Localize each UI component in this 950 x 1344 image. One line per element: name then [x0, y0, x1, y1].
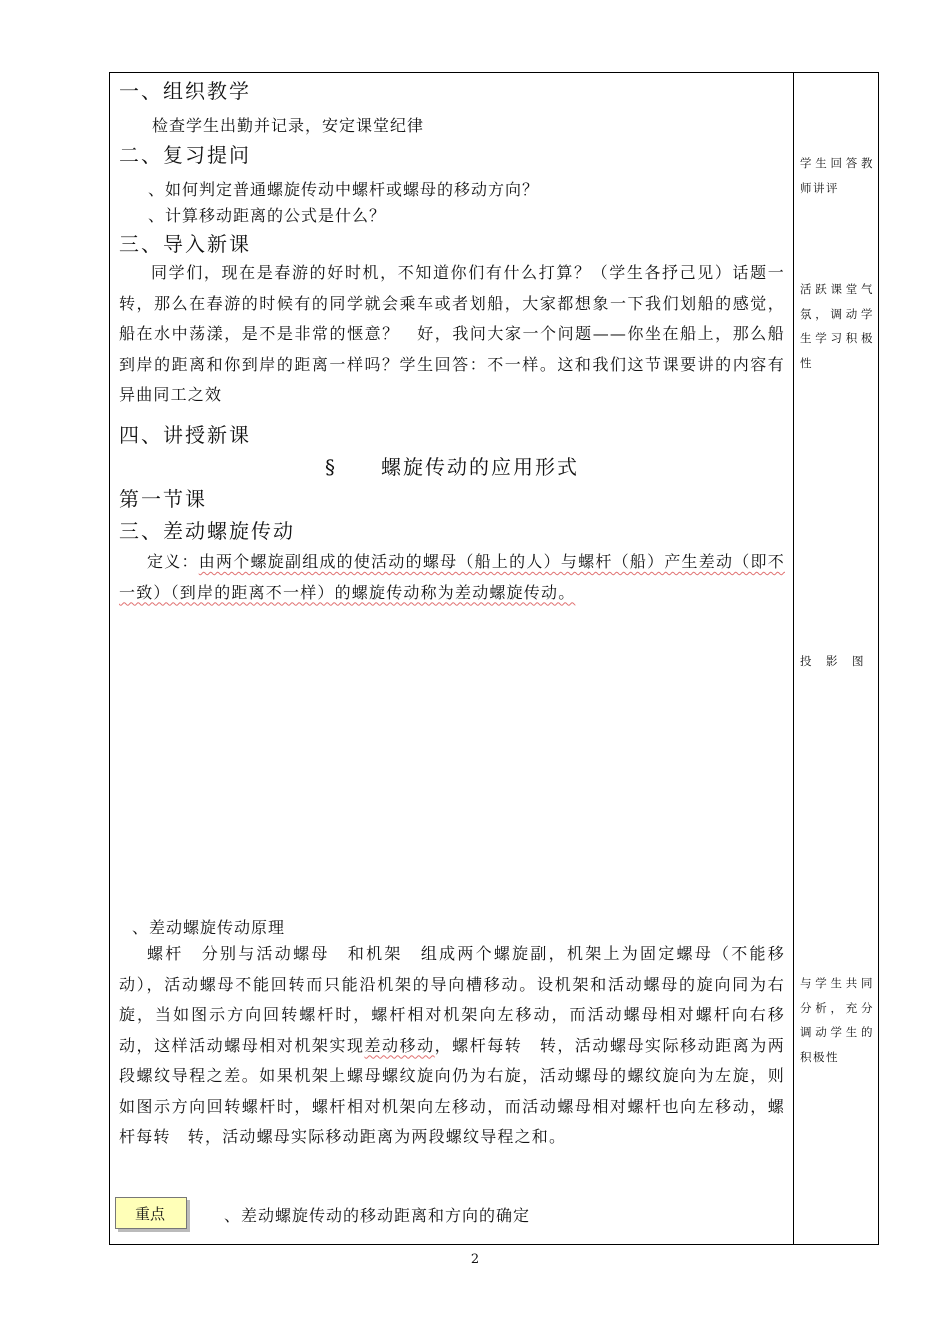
principle-paragraph	[119, 939, 785, 1153]
principle-text-1: 螺杆 分别与活动螺母 和机架 组成两个螺旋副，机架上为固定螺母（不能移动），活动螺母不能回转而只能沿机架的导向槽移动。设机架和活动螺母的旋向同为右旋，当如图示方向回转螺杆时，螺杆相对机架向左移动，而活动螺母相对螺杆向右移动，这样活动螺母相对机架实现	[119, 944, 785, 1055]
content-column	[110, 73, 793, 1244]
topic-title: 三、差动螺旋传动	[119, 519, 295, 543]
section-intro-title: 三、导入新课	[119, 232, 251, 256]
principle-text-2: ，螺杆每转 转，活动螺母实际移动距离为两段螺纹导程之差。如果机架上螺母螺纹旋向仍为右旋，活动螺母的螺纹旋向为左旋，则如图示方向回转螺杆时，螺杆相对机架向左移动，而活动螺母相对螺杆也向左移动，螺杆每转 转，活动螺母实际移动距离为两段螺纹导程之和。	[119, 1035, 785, 1146]
page-number: 2	[470, 1252, 480, 1267]
section-intro-body: 同学们，现在是春游的好时机，不知道你们有什么打算？（学生各抒己见）话题一转，那么在春游的时候有的同学就会乘车或者划船，大家都想象一下我们划船的感觉，船在水中荡漾，是不是非常的惬意？ 好，我问大家一个问题——你坐在船上，那么船到岸的距离和你到岸的距离一样吗？学生回答：不一样。这和我们这节课要讲的内容有异曲同工之效	[119, 263, 785, 404]
definition-paragraph	[119, 547, 785, 608]
key-point-badge: 重点	[115, 1197, 187, 1229]
note-student-answer: 学生回答教师讲评	[800, 156, 874, 195]
definition-text: 由两个螺旋副组成的使活动的螺母（船上的人）与螺杆（船）产生差动（即不一致）（到岸的距离不一样）的螺旋传动称为差动螺旋传动。	[119, 552, 785, 602]
review-question-1: 、如何判定普通螺旋传动中螺杆或螺母的移动方向？	[148, 180, 540, 199]
section-teach-title: 四、讲授新课	[119, 423, 251, 447]
review-question-2: 、计算移动距离的公式是什么？	[148, 206, 387, 225]
section-organize-body: 检查学生出勤并记录，安定课堂纪律	[152, 116, 425, 135]
notes-column	[794, 73, 878, 1244]
note-activate-class: 活跃课堂气氛，调动学生学习积极性	[800, 282, 874, 370]
note-projection: 投 影 图	[800, 654, 865, 668]
lesson-plan-table	[109, 72, 879, 1245]
key-point-topic: 、差动螺旋传动的移动距离和方向的确定	[224, 1206, 531, 1225]
section-organize-title: 一、组织教学	[119, 79, 251, 103]
definition-label: 定义：	[147, 552, 199, 571]
principle-title: 、差动螺旋传动原理	[132, 918, 286, 937]
section-review-title: 二、复习提问	[119, 143, 251, 167]
principle-highlight: 差动移动	[364, 1035, 435, 1055]
lesson-title: 第一节课	[119, 487, 207, 511]
note-joint-analysis: 与学生共同分析，充分调动学生的积极性	[800, 976, 874, 1064]
chapter-title: § 螺旋传动的应用形式	[325, 455, 579, 479]
